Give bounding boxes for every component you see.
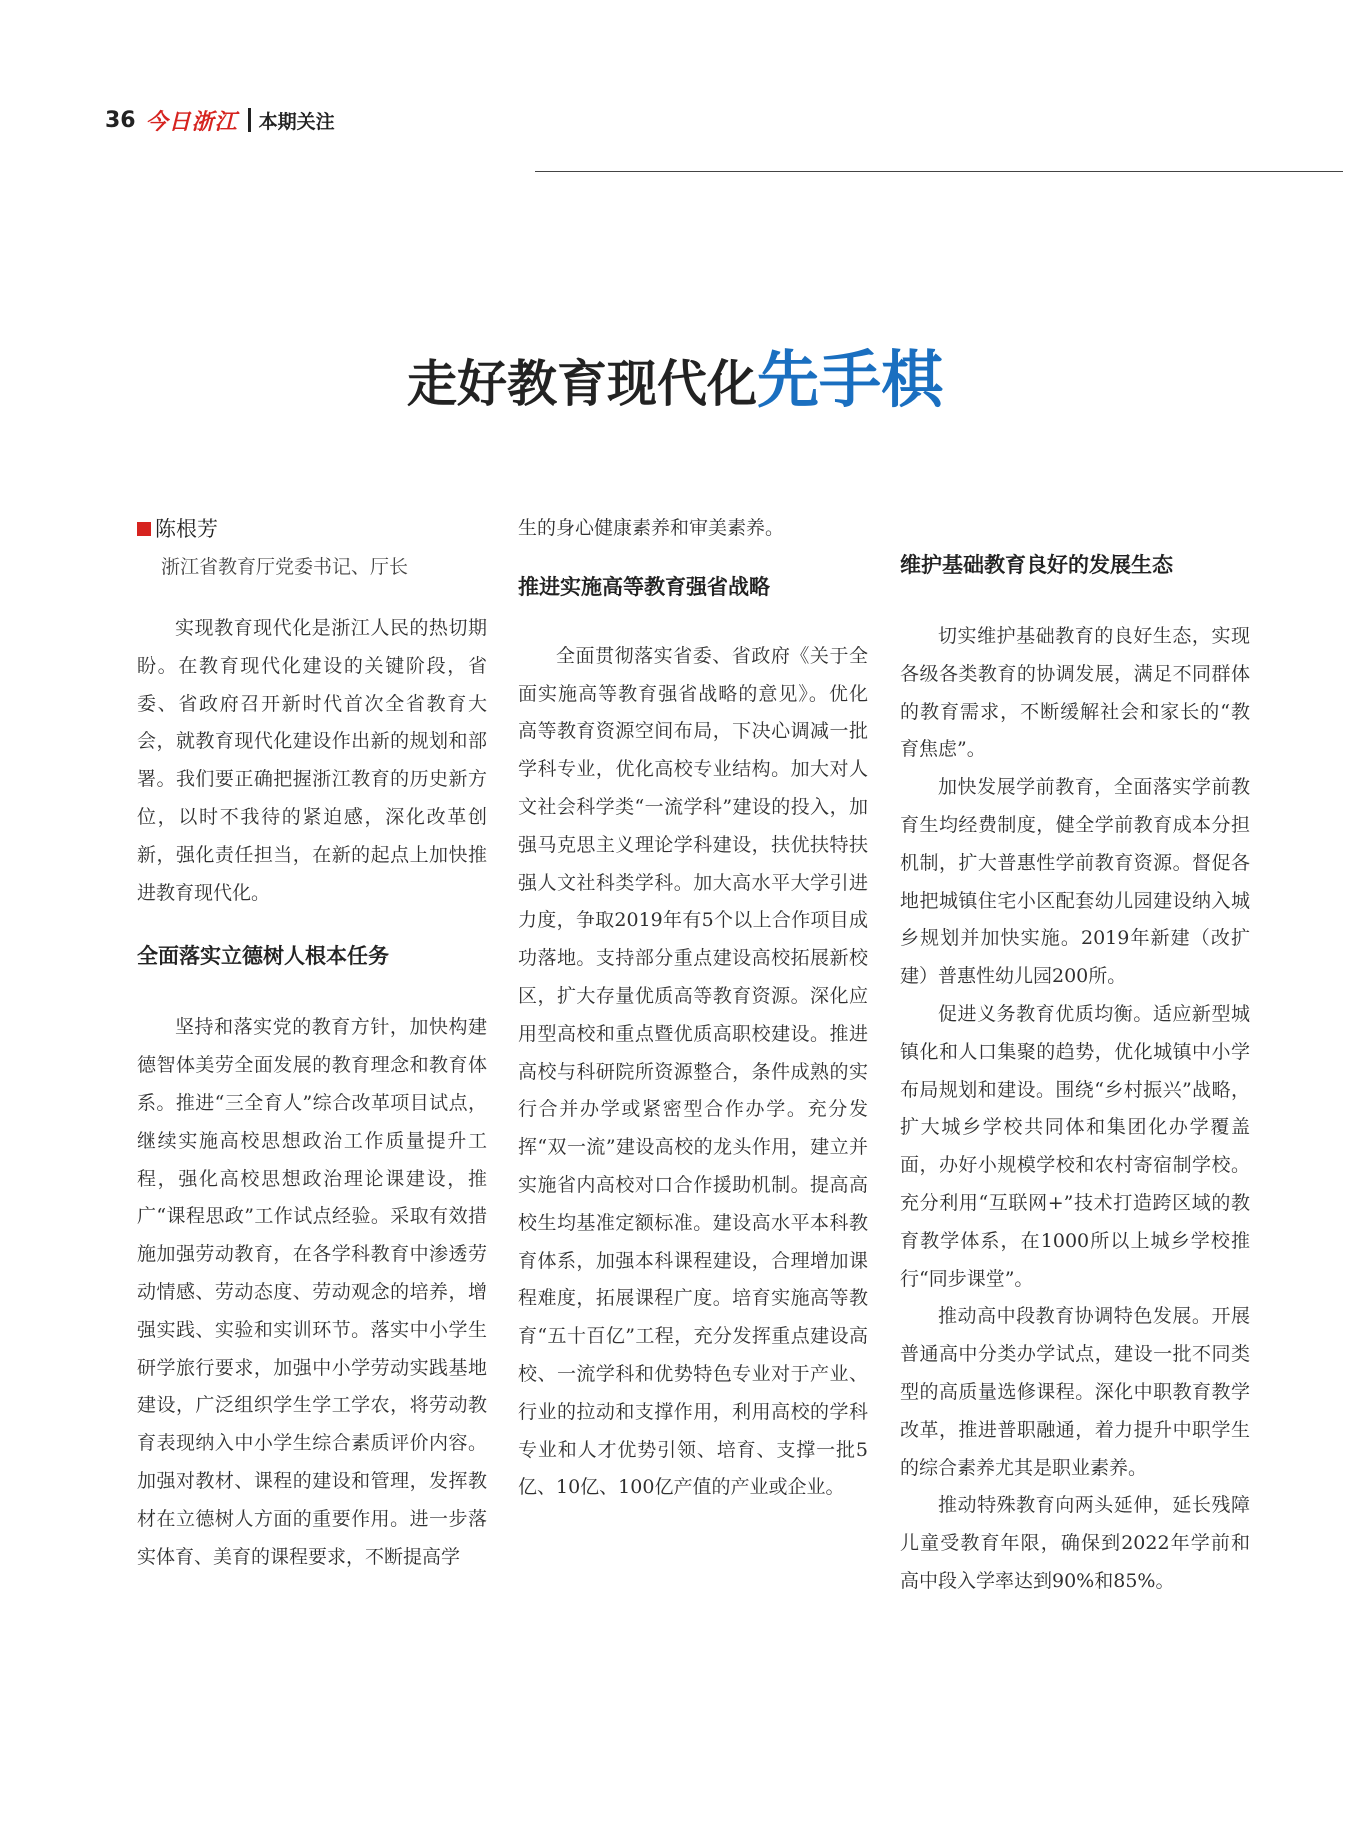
title-main: 走好教育现代化	[406, 354, 757, 413]
column-2	[518, 510, 868, 1507]
page-header	[105, 102, 335, 138]
paragraph-3c: 促进义务教育优质均衡。适应新型城镇化和人口集聚的趋势，优化城镇中小学布局规划和建设。围绕“乡村振兴”战略，扩大城乡学校共同体和集团化办学覆盖面，办好小规模学校和农村寄宿制学校。充分利用“互联网+”技术打造跨区域的教育教学体系，在1000所以上城乡学校推行“同步课堂”。	[900, 1002, 1250, 1290]
author-title: 浙江省教育厅党委书记、厅长	[161, 556, 409, 578]
paragraph-3e: 推动特殊教育向两头延伸，延长残障儿童受教育年限，确保到2022年学前和高中段入学率达到90%和85%。	[900, 1494, 1250, 1592]
paragraph-1: 坚持和落实党的教育方针，加快构建德智体美劳全面发展的教育理念和教育体系。推进“三全育人”综合改革项目试点，继续实施高校思想政治工作质量提升工程，强化高校思想政治理论课建设，推广“课程思政”工作试点经验。采取有效措施加强劳动教育，在各学科教育中渗透劳动情感、劳动态度、劳动观念的培养，增强实践、实验和实训环节。落实中小学生研学旅行要求，加强中小学劳动实践基地建设，广泛组织学生学工学农，将劳动教育表现纳入中小学生综合素质评价内容。加强对教材、课程的建设和管理，发挥教材在立德树人方面的重要作用。进一步落实体育、美育的课程要求，不断提高学	[137, 1016, 487, 1568]
paragraph-3a: 切实维护基础教育的良好生态，实现各级各类教育的协调发展，满足不同群体的教育需求，不断缓解社会和家长的“教育焦虑”。	[900, 625, 1250, 761]
header-divider	[248, 108, 251, 132]
column-1	[137, 510, 487, 1576]
paragraph-3d: 推动高中段教育协调特色发展。开展普通高中分类办学试点，建设一批不同类型的高质量选修课程。深化中职教育教学改革，推进普职融通，着力提升中职学生的综合素养尤其是职业素养。	[900, 1305, 1250, 1479]
author-name-text: 陈根芳	[155, 517, 218, 541]
paragraph-1-continued: 生的身心健康素养和审美素养。	[518, 517, 785, 539]
page-number: 36	[105, 107, 136, 133]
top-rule	[535, 171, 1343, 172]
square-marker-icon	[137, 522, 151, 536]
author-name	[137, 510, 487, 548]
heading-1: 全面落实立德树人根本任务	[137, 944, 389, 969]
paragraph-2: 全面贯彻落实省委、省政府《关于全面实施高等教育强省战略的意见》。优化高等教育资源空间布局，下决心调减一批学科专业，优化高校专业结构。加大对人文社会科学类“一流学科”建设的投入，加强马克思主义理论学科建设，扶优扶特扶强人文社科类学科。加大高水平大学引进力度，争取2019年有5个以上合作项目成功落地。支持部分重点建设高校拓展新校区，扩大存量优质高等教育资源。深化应用型高校和重点暨优质高职校建设。推进高校与科研院所资源整合，条件成熟的实行合并办学或紧密型合作办学。充分发挥“双一流”建设高校的龙头作用，建立并实施省内高校对口合作援助机制。提高高校生均基准定额标准。建设高水平本科教育体系，加强本科课程建设，合理增加课程难度，拓展课程广度。培育实施高等教育“五十百亿”工程，充分发挥重点建设高校、一流学科和优势特色专业对于产业、行业的拉动和支撑作用，利用高校的学科专业和人才优势引领、培育、支撑一批5亿、10亿、100亿产值的产业或企业。	[518, 644, 868, 1499]
column-3	[900, 510, 1250, 1601]
heading-2: 推进实施高等教育强省战略	[518, 574, 770, 599]
title-accent: 先手棋	[756, 343, 943, 416]
section-label: 本期关注	[258, 110, 335, 133]
paragraph-3b: 加快发展学前教育，全面落实学前教育生均经费制度，健全学前教育成本分担机制，扩大普惠性学前教育资源。督促各地把城镇住宅小区配套幼儿园建设纳入城乡规划并加快实施。2019年新建（改扩建）普惠性幼儿园200所。	[900, 776, 1250, 988]
article-title	[0, 340, 1350, 424]
heading-3: 维护基础教育良好的发展生态	[900, 553, 1173, 577]
magazine-logo: 今日浙江	[145, 108, 238, 135]
intro-paragraph: 实现教育现代化是浙江人民的热切期盼。在教育现代化建设的关键阶段，省委、省政府召开新时代首次全省教育大会，就教育现代化建设作出新的规划和部署。我们要正确把握浙江教育的历史新方位，以时不我待的紧迫感，深化改革创新，强化责任担当，在新的起点上加快推进教育现代化。	[137, 617, 487, 904]
